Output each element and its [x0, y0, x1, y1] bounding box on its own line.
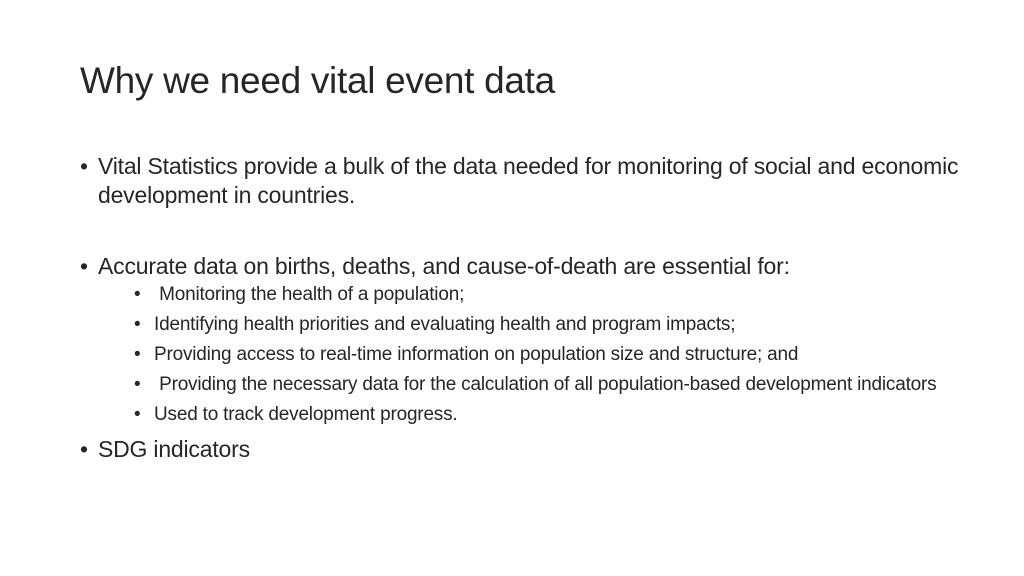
bullet-list — [80, 152, 960, 464]
bullet-dot-icon: • — [134, 344, 141, 365]
sub-bullet-item — [98, 343, 944, 367]
bullet-text: SDG indicators — [98, 436, 250, 462]
bullet-dot-icon: • — [80, 153, 88, 179]
bullet-dot-icon: • — [134, 404, 141, 425]
bullet-dot-icon: • — [80, 436, 88, 462]
bullet-text: Accurate data on births, deaths, and cause-of-death are essential for: — [98, 253, 790, 279]
bullet-dot-icon: • — [80, 253, 88, 279]
sub-bullet-text: Monitoring the health of a population; — [154, 284, 465, 305]
sub-bullet-text: Used to track development progress. — [154, 404, 458, 425]
sub-bullet-text: Providing access to real-time information on population size and structure; and — [154, 344, 799, 365]
bullet-dot-icon: • — [134, 284, 141, 305]
sub-bullet-item — [98, 403, 944, 427]
bullet-dot-icon: • — [134, 374, 141, 395]
sub-bullet-item — [98, 283, 944, 307]
bullet-dot-icon: • — [134, 314, 141, 335]
bullet-item — [80, 252, 960, 427]
sub-bullet-text: Providing the necessary data for the calculation of all population-based development indicators — [154, 374, 937, 395]
bullet-item — [80, 152, 960, 210]
sub-bullet-item — [98, 313, 944, 337]
slide-title: Why we need vital event data — [80, 60, 555, 101]
bullet-text: Vital Statistics provide a bulk of the data needed for monitoring of social and economic development in countries. — [98, 153, 959, 208]
sub-bullet-text: Identifying health priorities and evaluating health and program impacts; — [154, 314, 736, 335]
sub-bullet-list — [98, 283, 960, 427]
bullet-item — [80, 435, 960, 464]
sub-bullet-item — [98, 373, 944, 397]
